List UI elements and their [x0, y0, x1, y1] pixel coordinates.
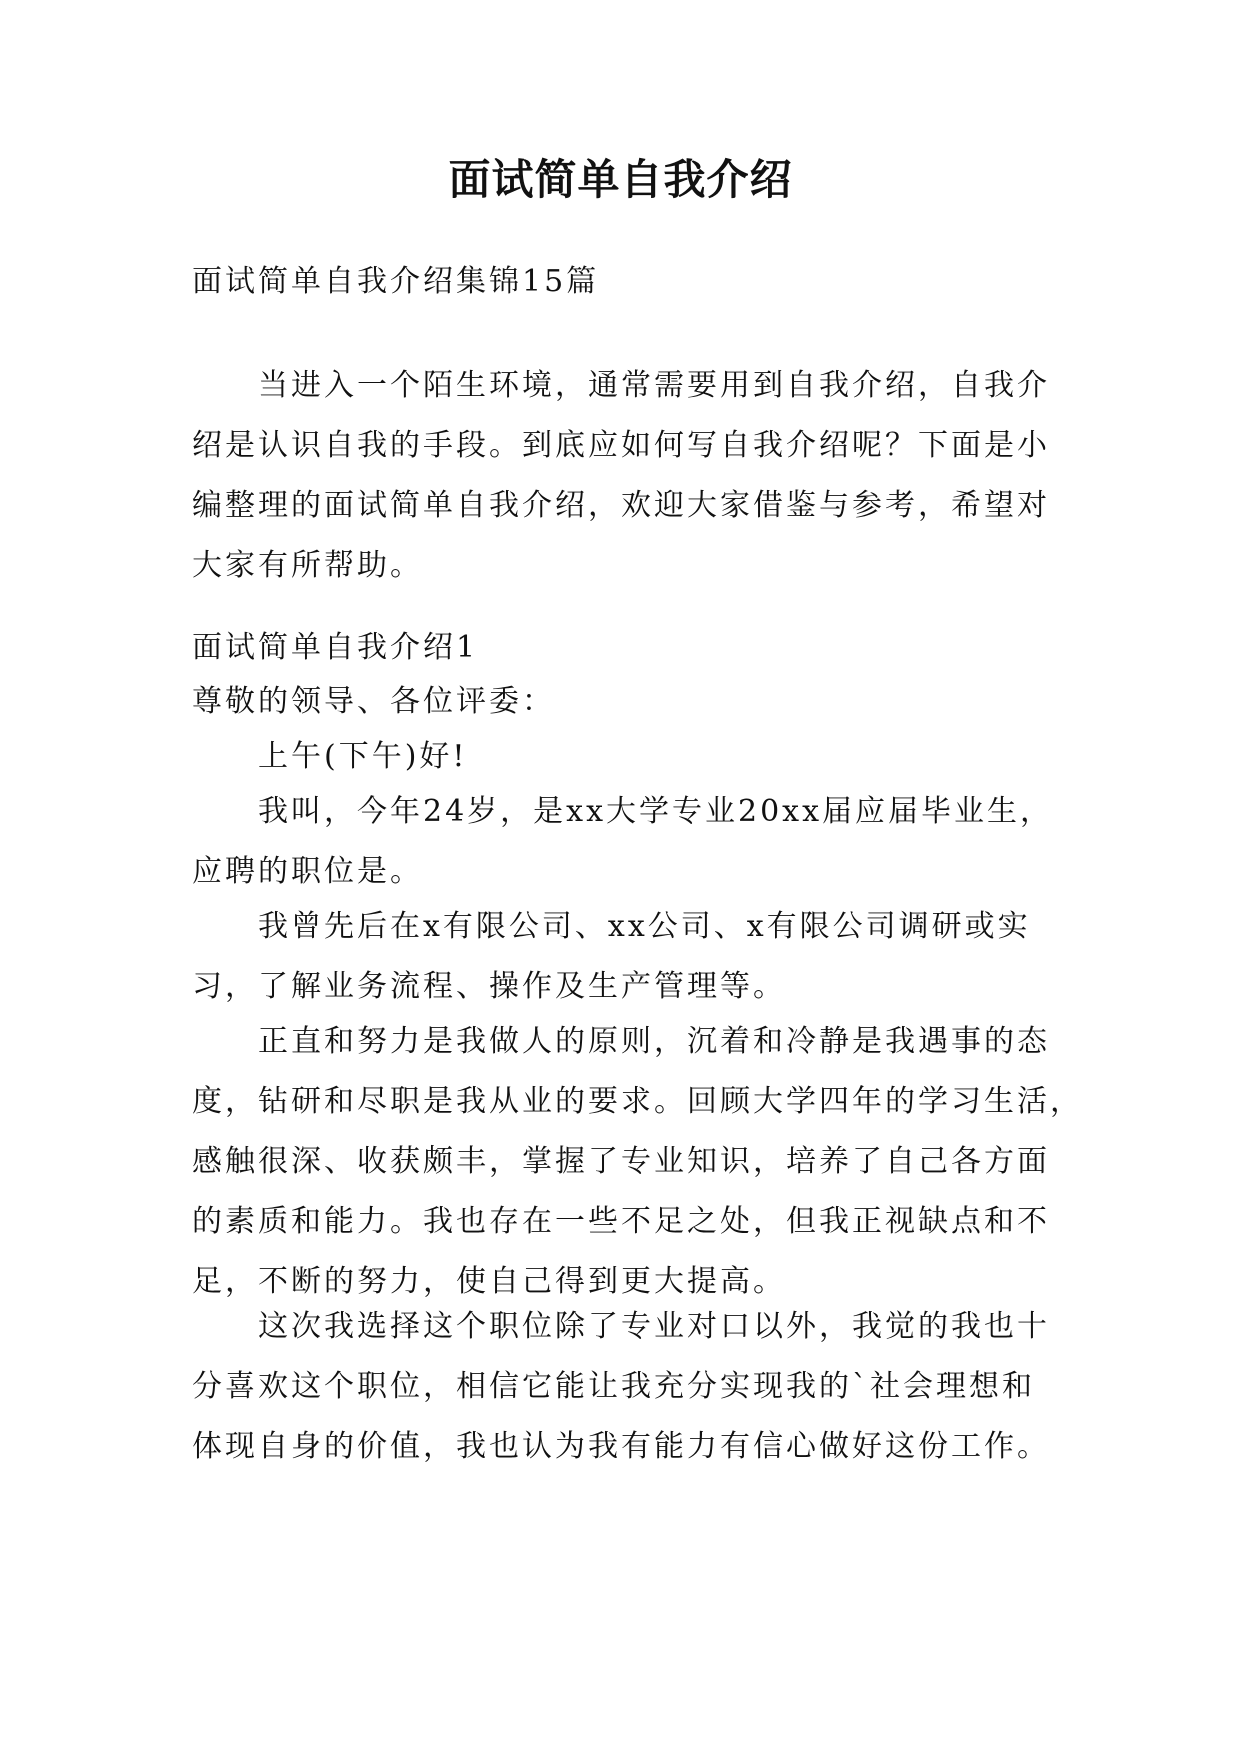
paragraph-line: 我叫，今年24岁，是xx大学专业20xx届应届毕业生，: [258, 794, 1054, 829]
intro-line: 绍是认识自我的手段。到底应如何写自我介绍呢？下面是小: [192, 428, 1050, 463]
paragraph-line: 习，了解业务流程、操作及生产管理等。: [192, 969, 786, 1004]
paragraph-line: 分喜欢这个职位，相信它能让我充分实现我的`社会理想和: [192, 1369, 1035, 1404]
intro-line: 大家有所帮助。: [192, 548, 423, 583]
paragraph-line: 感触很深、收获颇丰，掌握了专业知识，培养了自己各方面: [192, 1144, 1050, 1179]
document-title: 面试简单自我介绍: [448, 155, 793, 204]
section-heading: 面试简单自我介绍1: [192, 630, 479, 665]
paragraph-line: 这次我选择这个职位除了专业对口以外，我觉的我也十: [258, 1309, 1050, 1344]
salutation: 尊敬的领导、各位评委：: [192, 684, 555, 719]
paragraph-line: 体现自身的价值，我也认为我有能力有信心做好这份工作。: [192, 1429, 1050, 1464]
paragraph-2: [192, 897, 1072, 1017]
paragraph-1: [192, 782, 1072, 902]
paragraph-line: 应聘的职位是。: [192, 854, 423, 889]
intro-line: 编整理的面试简单自我介绍，欢迎大家借鉴与参考，希望对: [192, 488, 1050, 523]
paragraph-4: [192, 1297, 1072, 1477]
paragraph-line: 的素质和能力。我也存在一些不足之处，但我正视缺点和不: [192, 1204, 1050, 1239]
paragraph-3: [192, 1012, 1083, 1312]
paragraph-line: 我曾先后在x有限公司、xx公司、x有限公司调研或实: [258, 909, 1031, 944]
greeting: 上午(下午)好!: [258, 739, 468, 774]
paragraph-line: 度，钻研和尽职是我从业的要求。回顾大学四年的学习生活，: [192, 1084, 1083, 1119]
paragraph-line: 正直和努力是我做人的原则，沉着和冷静是我遇事的态: [258, 1024, 1050, 1059]
paragraph-line: 足，不断的努力，使自己得到更大提高。: [192, 1264, 786, 1299]
intro-line: 当进入一个陌生环境，通常需要用到自我介绍，自我介: [258, 368, 1050, 403]
intro-paragraph: [192, 356, 1072, 596]
document-subtitle: 面试简单自我介绍集锦15篇: [192, 264, 600, 299]
